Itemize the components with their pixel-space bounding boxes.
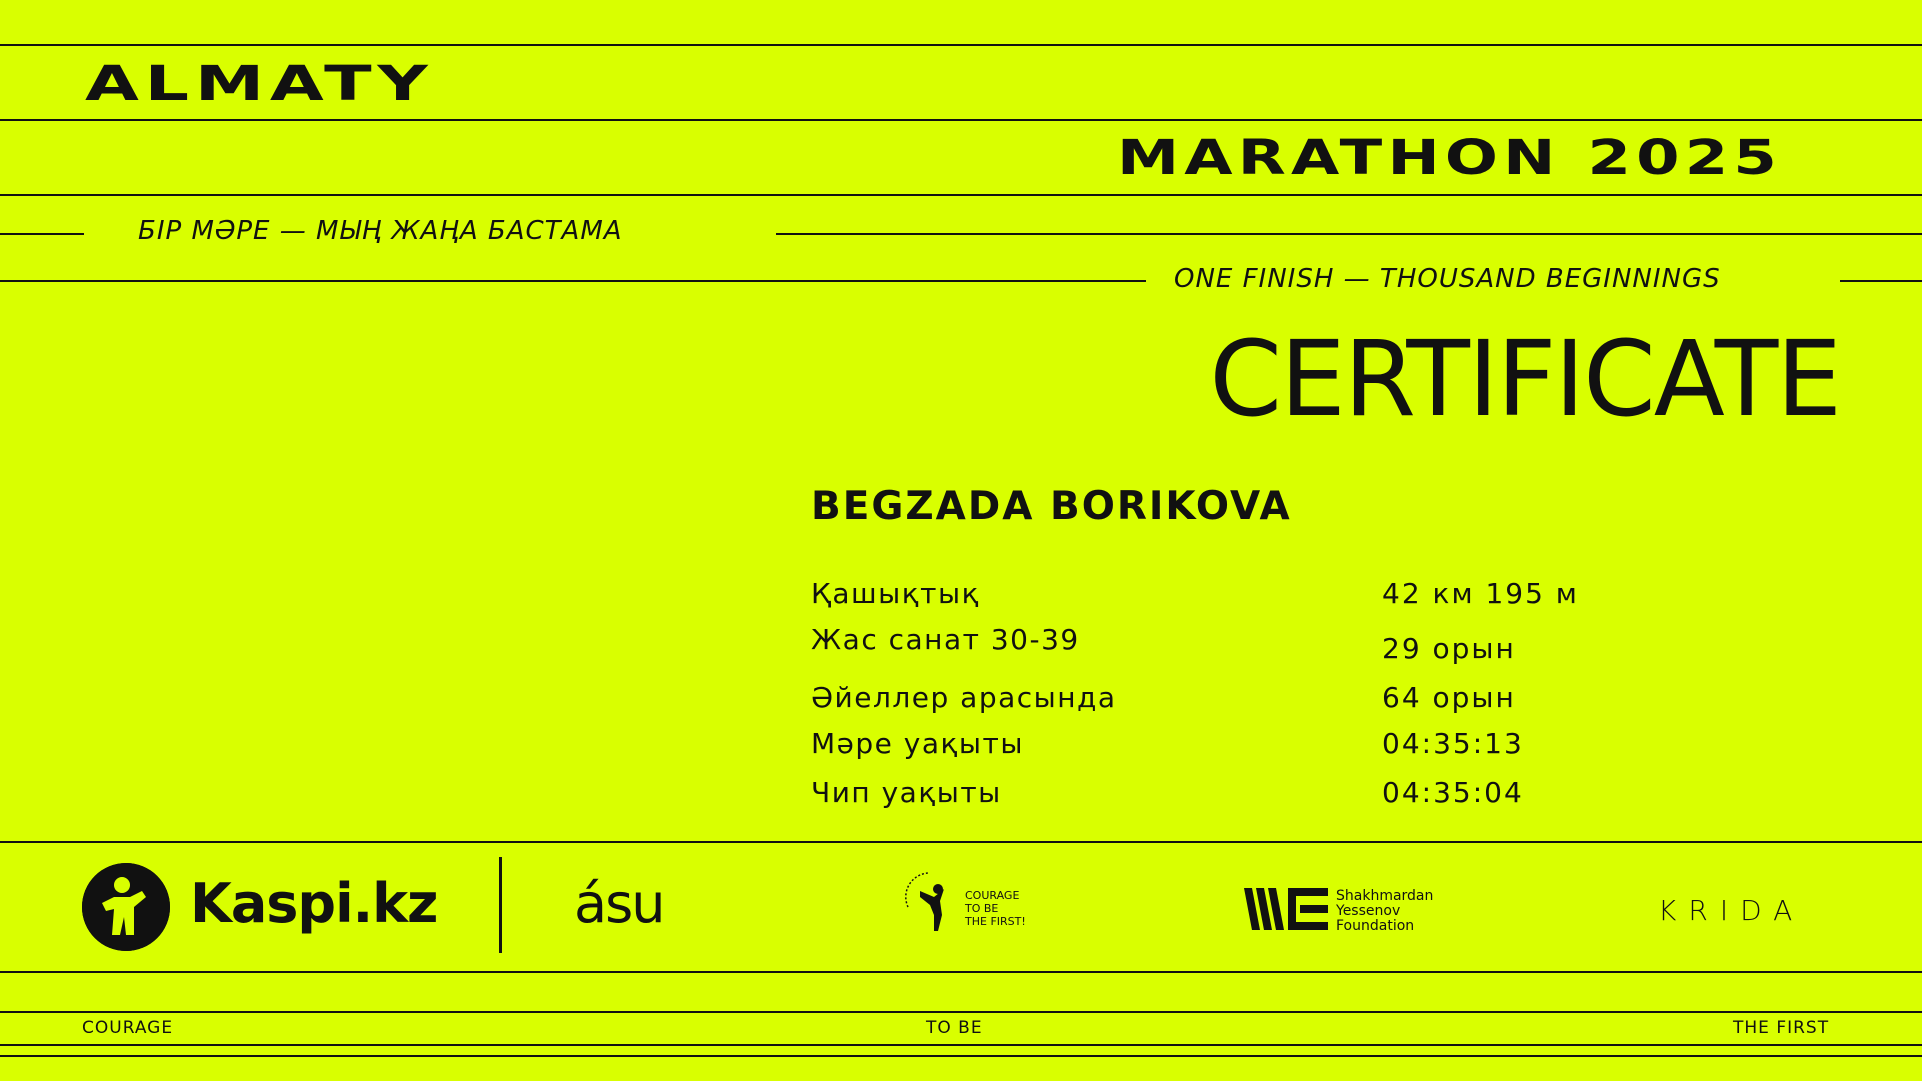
- certificate-title: CERTIFICATE: [1209, 318, 1840, 440]
- rule-sponsors-top: [0, 841, 1922, 843]
- rule-slogan-en-right: [1840, 280, 1922, 282]
- asu-logo: ásu: [574, 872, 664, 935]
- age-group-value: 29 орын: [1382, 632, 1516, 665]
- kaspi-logo-icon: [82, 863, 170, 951]
- participant-name: BEGZADA BORIKOVA: [811, 484, 1292, 529]
- footer-middle: TO BE: [926, 1018, 983, 1038]
- rule-slogan-en-left: [0, 280, 1146, 282]
- rule-sponsors-bottom: [0, 971, 1922, 973]
- women-rank-value: 64 орын: [1382, 681, 1516, 714]
- kaspi-logo-text: Kaspi.kz: [190, 872, 438, 935]
- distance-label: Қашықтық: [811, 577, 981, 610]
- krida-logo: KRIDA: [1658, 894, 1805, 927]
- women-rank-label: Әйеллер арасында: [811, 681, 1117, 714]
- footer-right: THE FIRST: [1733, 1018, 1830, 1038]
- rule-3: [0, 194, 1922, 196]
- rule-slogan-right: [776, 233, 1922, 235]
- rule-top: [0, 44, 1922, 46]
- age-group-label: Жас санат 30-39: [811, 623, 1080, 656]
- sponsor-divider: [499, 857, 502, 953]
- rule-2: [0, 119, 1922, 121]
- distance-value: 42 км 195 м: [1382, 577, 1579, 610]
- finish-time-value: 04:35:13: [1382, 727, 1524, 760]
- rule-footer-bottom: [0, 1044, 1922, 1046]
- slogan-en: ONE FINISH — THOUSAND BEGINNINGS: [1174, 264, 1721, 294]
- slogan-kz: БІР МӘРЕ — МЫҢ ЖАҢА БАСТАМА: [138, 216, 623, 246]
- yessenov-logo-icon: [1244, 888, 1328, 930]
- courage-fund-text: COURAGE TO BE THE FIRST!: [965, 889, 1026, 928]
- rule-slogan-left: [0, 233, 84, 235]
- footer-left: COURAGE: [82, 1018, 174, 1038]
- chip-time-label: Чип уақыты: [811, 776, 1002, 809]
- rule-bottom: [0, 1055, 1922, 1057]
- yessenov-logo-text: Shakhmardan Yessenov Foundation: [1336, 888, 1434, 934]
- courage-fund-icon: [900, 867, 960, 937]
- finish-time-label: Мәре уақыты: [811, 727, 1024, 760]
- rule-footer-top: [0, 1011, 1922, 1013]
- chip-time-value: 04:35:04: [1382, 776, 1524, 809]
- event-title: MARATHON 2025: [1117, 130, 1782, 186]
- city-title: ALMATY: [85, 56, 434, 112]
